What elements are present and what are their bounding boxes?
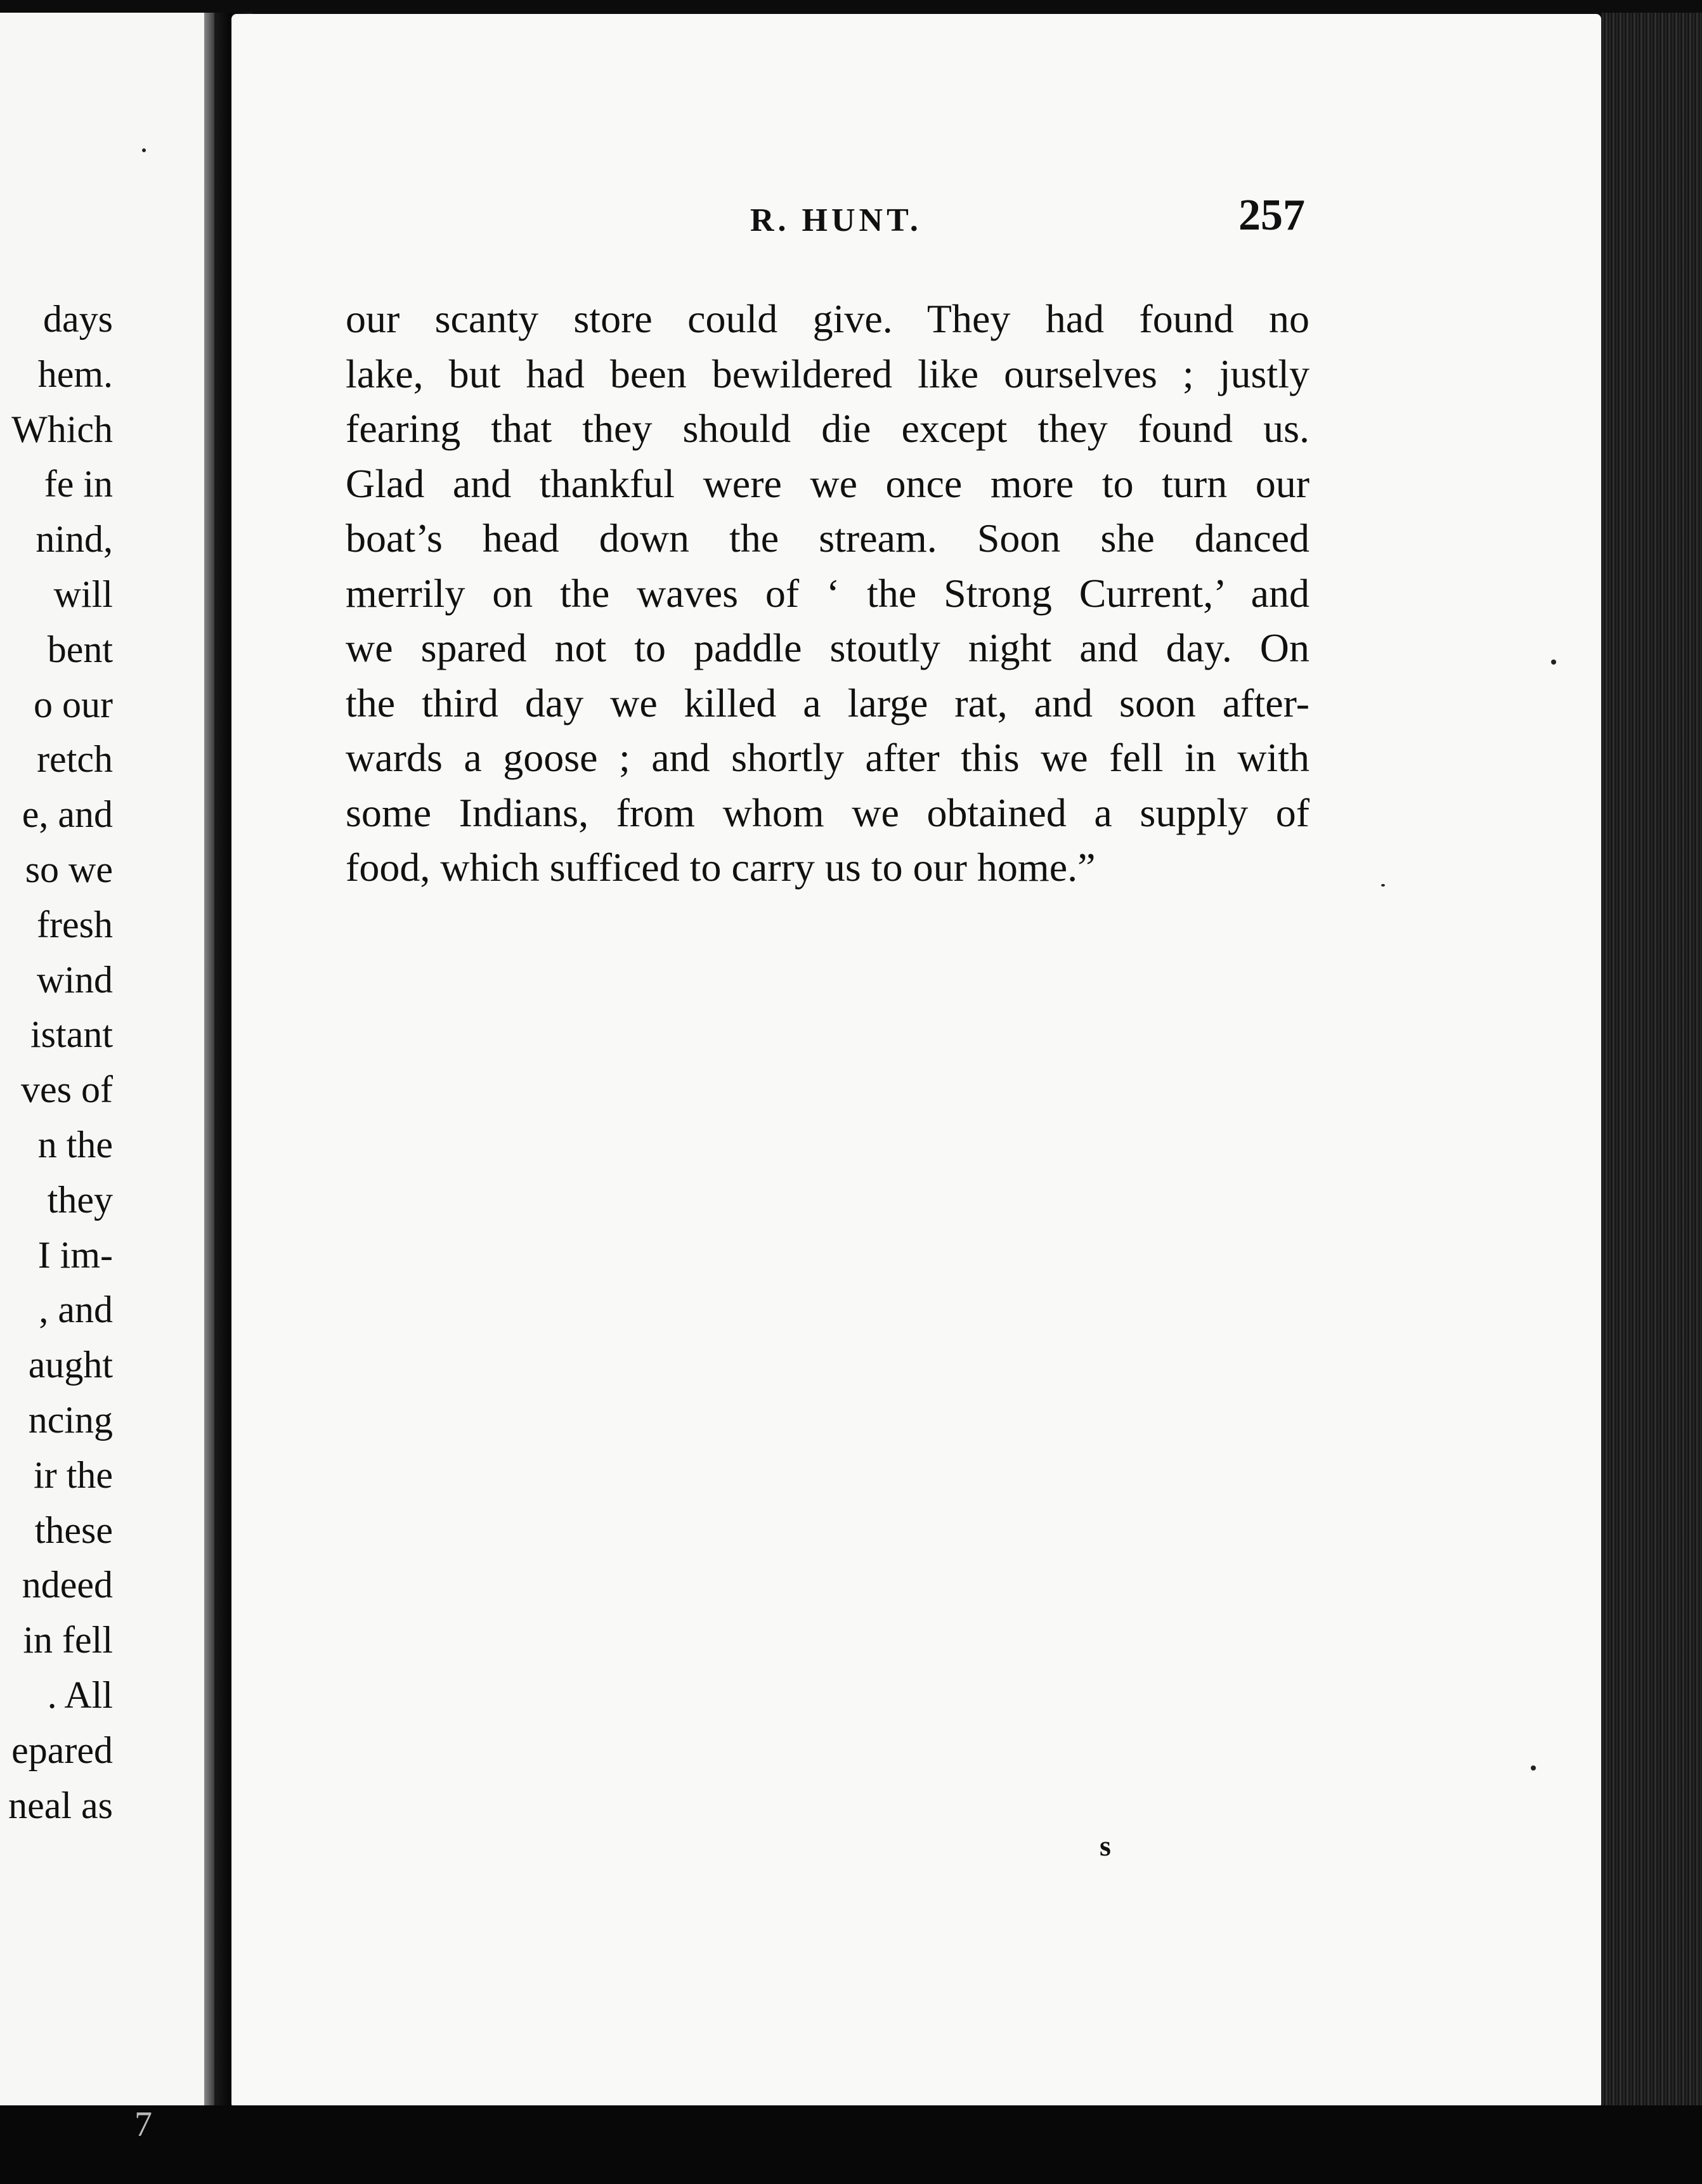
text-line: fearing that they should die except they found us. (346, 406, 1309, 451)
previous-page-line: ndeed (22, 1564, 113, 1606)
previous-page-line: ncing (28, 1398, 113, 1441)
previous-page-line: Which (11, 408, 113, 450)
text-line: boat’s head down the stream. Soon she danced (346, 516, 1309, 561)
text-line: the third day we killed a large rat, and soon after- (346, 680, 1309, 725)
previous-page-line: ves of (21, 1069, 113, 1111)
footer-mark: 7 (134, 2105, 152, 2144)
signature-mark: s (1100, 1830, 1111, 1862)
scan-bottom-border (0, 2105, 1702, 2184)
body-text (346, 292, 1309, 895)
previous-page-line: n the (37, 1123, 113, 1166)
scan-speck (1381, 884, 1385, 887)
previous-page-line: these (34, 1509, 113, 1551)
previous-page-line: fe in (44, 463, 113, 505)
previous-page-line: bent (47, 628, 113, 670)
text-line: we spared not to paddle stoutly night and day. On (346, 625, 1309, 670)
previous-page-text (0, 292, 113, 1833)
previous-page-line: I im- (37, 1233, 113, 1276)
scan-speck (142, 148, 146, 152)
text-line: lake, but had been bewildered like ourselves ; justly (346, 351, 1309, 396)
previous-page-line: e, and (22, 793, 113, 836)
previous-page-line: istant (30, 1013, 113, 1056)
text-line: wards a goose ; and shortly after this we fell in with (346, 735, 1309, 780)
previous-page-line: neal as (8, 1784, 113, 1826)
previous-page-line: , and (39, 1289, 113, 1331)
book-edge (1601, 13, 1702, 2124)
previous-page-line: ir the (34, 1453, 113, 1496)
text-line: merrily on the waves of ‘ the Strong Current,’ and (346, 570, 1309, 616)
previous-page-line: aught (28, 1344, 113, 1386)
text-line: Glad and thankful were we once more to turn our (346, 460, 1309, 506)
previous-page-line: days (43, 298, 113, 340)
previous-page-line: o our (34, 683, 113, 725)
page-number: 257 (1238, 191, 1305, 240)
previous-page-line: they (47, 1178, 113, 1221)
scan-speck (1551, 660, 1556, 665)
text-line: food, which sufficed to carry us to our home.” (346, 845, 1096, 890)
running-head: R. HUNT. (750, 202, 922, 238)
text-line: our scanty store could give. They had found no (346, 296, 1309, 341)
previous-page-line: hem. (37, 353, 113, 395)
previous-page-line: in fell (23, 1619, 113, 1661)
previous-page-line: epared (11, 1729, 113, 1771)
previous-page-line: retch (37, 738, 113, 781)
scan-speck (1531, 1765, 1536, 1771)
previous-page (0, 13, 214, 2105)
previous-page-line: so we (25, 848, 113, 890)
previous-page-line: will (53, 573, 113, 615)
previous-page-line: wind (37, 958, 113, 1001)
previous-page-line: fresh (37, 903, 113, 946)
previous-page-line: . All (47, 1674, 113, 1716)
previous-page-line: nind, (36, 518, 113, 561)
text-line: some Indians, from whom we obtained a supply of (346, 790, 1309, 835)
